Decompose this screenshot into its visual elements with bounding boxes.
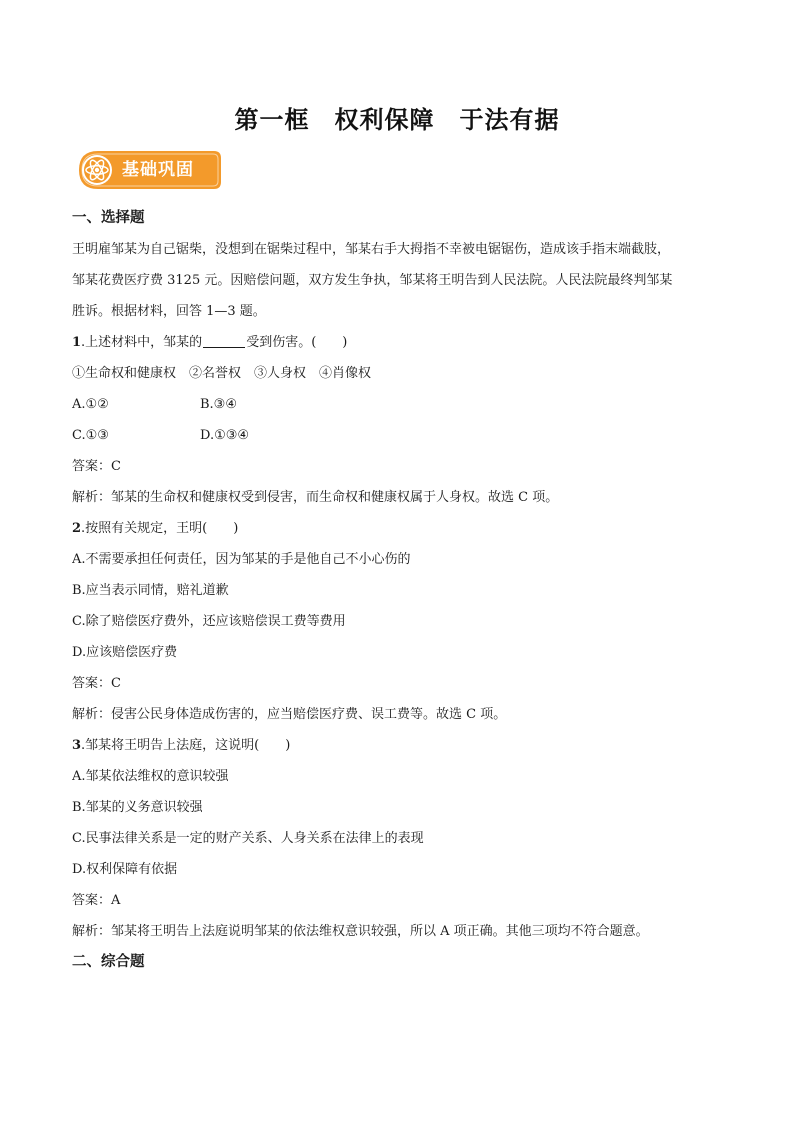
question-stem-part: .上述材料中，邹某的 (81, 335, 203, 350)
question-2-analysis: 解析：侵害公民身体造成伤害的，应当赔偿医疗费、误工费等。故选 C 项。 (72, 707, 507, 722)
option-c: C.民事法律关系是一定的财产关系、人身关系在法律上的表现 (72, 831, 424, 846)
section-heading-comprehensive: 二、综合题 (72, 954, 145, 970)
question-1-answer: 答案：C (72, 459, 121, 474)
question-stem-part: .按照有关规定，王明( ) (81, 521, 239, 536)
option-d: D.①③④ (200, 428, 250, 443)
question-3-answer: 答案：A (72, 893, 121, 908)
question-1-options-row (72, 389, 722, 420)
page-title: 第一框 权利保障 于法有据 (234, 106, 560, 134)
material-line: 邹某花费医疗费 3125 元。因赔偿问题，双方发生争执，邹某将王明告到人民法院。人民法院最终判邹某 (72, 273, 673, 288)
material-line: 胜诉。根据材料，回答 1—3 题。 (72, 304, 266, 319)
option-a: A.不需要承担任何责任，因为邹某的手是他自己不小心伤的 (72, 552, 411, 567)
option-d: D.权利保障有依据 (72, 862, 178, 877)
atom-icon (84, 157, 110, 183)
option-c: C.①③ (72, 428, 109, 443)
question-stem-part: .邹某将王明告上法庭，这说明( ) (81, 738, 291, 753)
question-number: 3 (72, 738, 82, 753)
content (72, 203, 722, 978)
option-c: C.除了赔偿医疗费外，还应该赔偿误工费等费用 (72, 614, 346, 629)
option-a: A.邹某依法维权的意识较强 (72, 769, 229, 784)
material-line: 王明雇邹某为自己锯柴，没想到在锯柴过程中，邹某右手大拇指不幸被电锯锯伤，造成该手指末端截肢， (72, 242, 671, 257)
question-number: 1 (72, 335, 82, 350)
question-3-stem (72, 730, 722, 761)
option-b: B.③④ (200, 397, 237, 412)
option-b: B.应当表示同情，赔礼道歉 (72, 583, 229, 598)
question-1-items: ①生命权和健康权 ②名誉权 ③人身权 ④肖像权 (72, 366, 372, 381)
section-badge (78, 150, 222, 190)
fill-blank (203, 333, 245, 348)
question-2-answer: 答案：C (72, 676, 121, 691)
question-1-stem (72, 327, 722, 358)
question-stem-part: 受到伤害。( ) (246, 335, 348, 350)
option-b: B.邹某的义务意识较强 (72, 800, 203, 815)
option-d: D.应该赔偿医疗费 (72, 645, 178, 660)
question-2-stem (72, 513, 722, 544)
question-number: 2 (72, 521, 82, 536)
option-a: A.①② (72, 397, 109, 412)
question-3-analysis: 解析：邹某将王明告上法庭说明邹某的依法维权意识较强，所以 A 项正确。其他三项均不符合题意。 (72, 924, 649, 939)
question-1-options-row (72, 420, 722, 451)
section-heading-choice: 一、选择题 (72, 210, 145, 226)
question-1-analysis: 解析：邹某的生命权和健康权受到侵害，而生命权和健康权属于人身权。故选 C 项。 (72, 490, 559, 505)
badge-label: 基础巩固 (122, 160, 194, 180)
